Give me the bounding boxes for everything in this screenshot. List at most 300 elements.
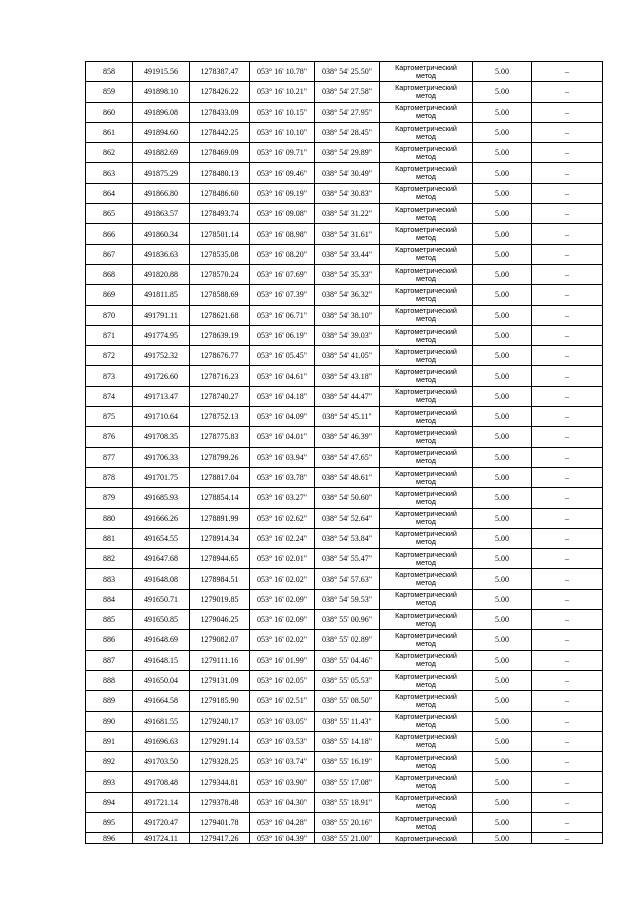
table-row: [86, 285, 603, 305]
method-line-1: Картометрический: [395, 103, 457, 113]
point-number-cell: 862: [86, 143, 133, 163]
note-cell: –: [532, 386, 603, 406]
accuracy-cell: 5.00: [473, 143, 532, 163]
point-number-cell: 888: [86, 670, 133, 690]
accuracy-cell: 5.00: [473, 467, 532, 487]
table-row: [86, 812, 603, 832]
accuracy-cell: 5.00: [473, 447, 532, 467]
y-coordinate-cell: 1279344.81: [190, 772, 250, 792]
method-line-1: Картометрический: [395, 367, 457, 377]
x-coordinate-cell: 491752.32: [133, 346, 190, 366]
method-cell: [380, 691, 473, 711]
method-line-2: метод: [416, 111, 436, 121]
method-line-2: метод: [416, 537, 436, 547]
method-line-2: метод: [416, 598, 436, 608]
method-line-2: метод: [416, 70, 436, 80]
longitude-cell: 038° 55' 14.18": [315, 731, 380, 751]
point-number-cell: 889: [86, 691, 133, 711]
method-line-1: Картометрический: [395, 164, 457, 174]
point-number-cell: 887: [86, 650, 133, 670]
latitude-cell: 053° 16' 01.99": [250, 650, 315, 670]
y-coordinate-cell: 1279328.25: [190, 752, 250, 772]
point-number-cell: 859: [86, 82, 133, 102]
note-cell: –: [532, 82, 603, 102]
note-cell: –: [532, 264, 603, 284]
note-cell: –: [532, 691, 603, 711]
longitude-cell: 038° 54' 28.45": [315, 122, 380, 142]
note-cell: –: [532, 488, 603, 508]
y-coordinate-cell: 1278984.51: [190, 569, 250, 589]
table-row: [86, 630, 603, 650]
method-line-2: метод: [416, 456, 436, 466]
longitude-cell: 038° 54' 55.47": [315, 549, 380, 569]
y-coordinate-cell: 1279111.16: [190, 650, 250, 670]
note-cell: –: [532, 731, 603, 751]
method-line-2: метод: [416, 720, 436, 730]
x-coordinate-cell: 491701.75: [133, 467, 190, 487]
method-cell: [380, 711, 473, 731]
method-line-2: метод: [416, 578, 436, 588]
method-cell: [380, 670, 473, 690]
table-row: [86, 224, 603, 244]
method-line-1: Картометрический: [395, 671, 457, 681]
point-number-cell: 874: [86, 386, 133, 406]
accuracy-cell: 5.00: [473, 691, 532, 711]
longitude-cell: 038° 55' 05.53": [315, 670, 380, 690]
method-cell: [380, 183, 473, 203]
method-line-1: Картометрический: [395, 630, 457, 640]
longitude-cell: 038° 54' 44.47": [315, 386, 380, 406]
point-number-cell: 870: [86, 305, 133, 325]
latitude-cell: 053° 16' 07.69": [250, 264, 315, 284]
method-cell: [380, 407, 473, 427]
method-line-2: метод: [416, 375, 436, 385]
note-cell: –: [532, 508, 603, 528]
longitude-cell: 038° 54' 48.61": [315, 467, 380, 487]
table-row: [86, 163, 603, 183]
table-row: [86, 792, 603, 812]
method-cell: [380, 650, 473, 670]
note-cell: –: [532, 752, 603, 772]
method-line-1: Картометрический: [395, 123, 457, 133]
method-line-1: Картометрический: [395, 813, 457, 823]
y-coordinate-cell: 1278480.13: [190, 163, 250, 183]
point-number-cell: 864: [86, 183, 133, 203]
latitude-cell: 053° 16' 03.05": [250, 711, 315, 731]
note-cell: –: [532, 102, 603, 122]
accuracy-cell: 5.00: [473, 569, 532, 589]
method-line-2: метод: [416, 233, 436, 243]
y-coordinate-cell: 1278854.14: [190, 488, 250, 508]
x-coordinate-cell: 491666.26: [133, 508, 190, 528]
method-cell: [380, 752, 473, 772]
note-cell: –: [532, 204, 603, 224]
method-cell: [380, 122, 473, 142]
point-number-cell: 866: [86, 224, 133, 244]
latitude-cell: 053° 16' 09.71": [250, 143, 315, 163]
latitude-cell: 053° 16' 03.53": [250, 731, 315, 751]
accuracy-cell: 5.00: [473, 549, 532, 569]
y-coordinate-cell: 1278639.19: [190, 325, 250, 345]
latitude-cell: 053° 16' 04.09": [250, 407, 315, 427]
x-coordinate-cell: 491811.85: [133, 285, 190, 305]
x-coordinate-cell: 491650.04: [133, 670, 190, 690]
latitude-cell: 053° 16' 03.27": [250, 488, 315, 508]
note-cell: –: [532, 244, 603, 264]
y-coordinate-cell: 1278469.09: [190, 143, 250, 163]
accuracy-cell: 5.00: [473, 366, 532, 386]
point-number-cell: 873: [86, 366, 133, 386]
method-cell: [380, 285, 473, 305]
longitude-cell: 038° 55' 17.08": [315, 772, 380, 792]
method-cell: [380, 508, 473, 528]
table-row: [86, 143, 603, 163]
y-coordinate-cell: 1278486.60: [190, 183, 250, 203]
table-row: [86, 244, 603, 264]
longitude-cell: 038° 54' 27.95": [315, 102, 380, 122]
accuracy-cell: 5.00: [473, 670, 532, 690]
x-coordinate-cell: 491648.15: [133, 650, 190, 670]
accuracy-cell: 5.00: [473, 82, 532, 102]
accuracy-cell: 5.00: [473, 285, 532, 305]
latitude-cell: 053° 16' 09.19": [250, 183, 315, 203]
point-number-cell: 858: [86, 62, 133, 82]
method-line-1: Картометрический: [395, 691, 457, 701]
note-cell: –: [532, 285, 603, 305]
method-line-1: Картометрический: [395, 387, 457, 397]
latitude-cell: 053° 16' 09.08": [250, 204, 315, 224]
y-coordinate-cell: 1278775.83: [190, 427, 250, 447]
table-row: [86, 833, 603, 844]
longitude-cell: 038° 55' 16.19": [315, 752, 380, 772]
note-cell: –: [532, 610, 603, 630]
longitude-cell: 038° 54' 31.22": [315, 204, 380, 224]
x-coordinate-cell: 491650.85: [133, 610, 190, 630]
table-row: [86, 691, 603, 711]
x-coordinate-cell: 491726.60: [133, 366, 190, 386]
note-cell: –: [532, 305, 603, 325]
longitude-cell: 038° 54' 41.05": [315, 346, 380, 366]
latitude-cell: 053° 16' 04.61": [250, 366, 315, 386]
longitude-cell: 038° 54' 30.83": [315, 183, 380, 203]
longitude-cell: 038° 54' 39.03": [315, 325, 380, 345]
point-number-cell: 860: [86, 102, 133, 122]
y-coordinate-cell: 1279185.90: [190, 691, 250, 711]
latitude-cell: 053° 16' 03.90": [250, 772, 315, 792]
note-cell: –: [532, 812, 603, 832]
coordinates-table: [85, 61, 603, 844]
table-row: [86, 772, 603, 792]
point-number-cell: 890: [86, 711, 133, 731]
x-coordinate-cell: 491866.80: [133, 183, 190, 203]
longitude-cell: 038° 54' 45.11": [315, 407, 380, 427]
accuracy-cell: 5.00: [473, 204, 532, 224]
table-row: [86, 264, 603, 284]
longitude-cell: 038° 54' 59.53": [315, 589, 380, 609]
method-line-1: Картометрический: [395, 143, 457, 153]
method-line-2: метод: [416, 496, 436, 506]
y-coordinate-cell: 1278914.34: [190, 528, 250, 548]
accuracy-cell: 5.00: [473, 711, 532, 731]
latitude-cell: 053° 16' 02.01": [250, 549, 315, 569]
method-line-1: Картометрический: [395, 793, 457, 803]
accuracy-cell: 5.00: [473, 752, 532, 772]
x-coordinate-cell: 491721.14: [133, 792, 190, 812]
accuracy-cell: 5.00: [473, 589, 532, 609]
method-cell: [380, 772, 473, 792]
method-line-1: Картометрический: [395, 529, 457, 539]
method-line-1: Картометрический: [395, 184, 457, 194]
note-cell: –: [532, 163, 603, 183]
method-cell: [380, 427, 473, 447]
method-cell: [380, 82, 473, 102]
y-coordinate-cell: 1278740.27: [190, 386, 250, 406]
latitude-cell: 053° 16' 03.94": [250, 447, 315, 467]
method-line-2: метод: [416, 354, 436, 364]
note-cell: –: [532, 589, 603, 609]
longitude-cell: 038° 54' 30.49": [315, 163, 380, 183]
latitude-cell: 053° 16' 10.15": [250, 102, 315, 122]
point-number-cell: 882: [86, 549, 133, 569]
point-number-cell: 871: [86, 325, 133, 345]
longitude-cell: 038° 54' 31.61": [315, 224, 380, 244]
accuracy-cell: 5.00: [473, 407, 532, 427]
x-coordinate-cell: 491706.33: [133, 447, 190, 467]
method-line-1: Картометрический: [395, 833, 457, 843]
method-cell: [380, 812, 473, 832]
table-row: [86, 569, 603, 589]
note-cell: –: [532, 528, 603, 548]
method-cell: [380, 346, 473, 366]
method-cell: [380, 62, 473, 82]
y-coordinate-cell: 1278676.77: [190, 346, 250, 366]
note-cell: –: [532, 467, 603, 487]
table-row: [86, 447, 603, 467]
note-cell: –: [532, 143, 603, 163]
table-row: [86, 122, 603, 142]
table-row: [86, 752, 603, 772]
note-cell: –: [532, 122, 603, 142]
x-coordinate-cell: 491710.64: [133, 407, 190, 427]
latitude-cell: 053° 16' 02.02": [250, 630, 315, 650]
table-row: [86, 670, 603, 690]
method-line-1: Картометрический: [395, 326, 457, 336]
method-line-2: метод: [416, 557, 436, 567]
x-coordinate-cell: 491708.48: [133, 772, 190, 792]
x-coordinate-cell: 491703.50: [133, 752, 190, 772]
accuracy-cell: 5.00: [473, 224, 532, 244]
accuracy-cell: 5.00: [473, 650, 532, 670]
longitude-cell: 038° 55' 04.46": [315, 650, 380, 670]
x-coordinate-cell: 491860.34: [133, 224, 190, 244]
method-cell: [380, 447, 473, 467]
table-row: [86, 549, 603, 569]
latitude-cell: 053° 16' 07.39": [250, 285, 315, 305]
method-line-1: Картометрический: [395, 82, 457, 92]
latitude-cell: 053° 16' 10.78": [250, 62, 315, 82]
note-cell: –: [532, 650, 603, 670]
accuracy-cell: 5.00: [473, 163, 532, 183]
note-cell: –: [532, 792, 603, 812]
note-cell: –: [532, 833, 603, 844]
longitude-cell: 038° 54' 25.50": [315, 62, 380, 82]
longitude-cell: 038° 54' 46.39": [315, 427, 380, 447]
latitude-cell: 053° 16' 06.19": [250, 325, 315, 345]
x-coordinate-cell: 491774.95: [133, 325, 190, 345]
table-row: [86, 589, 603, 609]
table-row: [86, 650, 603, 670]
accuracy-cell: 5.00: [473, 610, 532, 630]
method-cell: [380, 305, 473, 325]
method-cell: [380, 244, 473, 264]
y-coordinate-cell: 1279082.07: [190, 630, 250, 650]
method-cell: [380, 386, 473, 406]
y-coordinate-cell: 1278387.47: [190, 62, 250, 82]
table-row: [86, 82, 603, 102]
method-line-2: метод: [416, 638, 436, 648]
accuracy-cell: 5.00: [473, 305, 532, 325]
method-cell: [380, 204, 473, 224]
method-line-1: Картометрический: [395, 204, 457, 214]
method-line-2: метод: [416, 781, 436, 791]
table-row: [86, 386, 603, 406]
point-number-cell: 885: [86, 610, 133, 630]
y-coordinate-cell: 1278891.99: [190, 508, 250, 528]
method-line-1: Картометрический: [395, 549, 457, 559]
accuracy-cell: 5.00: [473, 244, 532, 264]
latitude-cell: 053° 16' 02.51": [250, 691, 315, 711]
latitude-cell: 053° 16' 02.24": [250, 528, 315, 548]
note-cell: –: [532, 630, 603, 650]
method-line-1: Картометрический: [395, 712, 457, 722]
method-line-2: метод: [416, 760, 436, 770]
longitude-cell: 038° 54' 43.18": [315, 366, 380, 386]
method-cell: [380, 224, 473, 244]
y-coordinate-cell: 1279019.85: [190, 589, 250, 609]
point-number-cell: 883: [86, 569, 133, 589]
longitude-cell: 038° 54' 33.44": [315, 244, 380, 264]
method-cell: [380, 630, 473, 650]
method-line-1: Картометрический: [395, 488, 457, 498]
accuracy-cell: 5.00: [473, 427, 532, 447]
table-row: [86, 305, 603, 325]
accuracy-cell: 5.00: [473, 772, 532, 792]
latitude-cell: 053° 16' 04.18": [250, 386, 315, 406]
y-coordinate-cell: 1279401.78: [190, 812, 250, 832]
method-cell: [380, 569, 473, 589]
table-row: [86, 731, 603, 751]
longitude-cell: 038° 54' 29.89": [315, 143, 380, 163]
y-coordinate-cell: 1279240.17: [190, 711, 250, 731]
method-line-1: Картометрический: [395, 407, 457, 417]
longitude-cell: 038° 54' 47.65": [315, 447, 380, 467]
accuracy-cell: 5.00: [473, 346, 532, 366]
table-row: [86, 528, 603, 548]
accuracy-cell: 5.00: [473, 812, 532, 832]
method-line-2: метод: [416, 334, 436, 344]
y-coordinate-cell: 1278621.68: [190, 305, 250, 325]
longitude-cell: 038° 55' 02.89": [315, 630, 380, 650]
longitude-cell: 038° 54' 36.32": [315, 285, 380, 305]
method-line-2: метод: [416, 801, 436, 811]
method-line-1: Картометрический: [395, 752, 457, 762]
y-coordinate-cell: 1278716.23: [190, 366, 250, 386]
latitude-cell: 053° 16' 05.45": [250, 346, 315, 366]
x-coordinate-cell: 491648.08: [133, 569, 190, 589]
method-line-1: Картометрический: [395, 285, 457, 295]
method-line-2: метод: [416, 273, 436, 283]
accuracy-cell: 5.00: [473, 488, 532, 508]
table-row: [86, 366, 603, 386]
point-number-cell: 891: [86, 731, 133, 751]
latitude-cell: 053° 16' 04.30": [250, 792, 315, 812]
point-number-cell: 884: [86, 589, 133, 609]
accuracy-cell: 5.00: [473, 792, 532, 812]
table-row: [86, 325, 603, 345]
method-line-2: метод: [416, 212, 436, 222]
x-coordinate-cell: 491863.57: [133, 204, 190, 224]
method-line-1: Картометрический: [395, 610, 457, 620]
method-line-1: Картометрический: [395, 509, 457, 519]
y-coordinate-cell: 1278752.13: [190, 407, 250, 427]
table-row: [86, 508, 603, 528]
table-row: [86, 346, 603, 366]
x-coordinate-cell: 491836.63: [133, 244, 190, 264]
longitude-cell: 038° 55' 00.96": [315, 610, 380, 630]
latitude-cell: 053° 16' 09.46": [250, 163, 315, 183]
method-line-1: Картометрический: [395, 732, 457, 742]
method-line-2: метод: [416, 740, 436, 750]
y-coordinate-cell: 1278535.08: [190, 244, 250, 264]
point-number-cell: 879: [86, 488, 133, 508]
method-line-2: метод: [416, 435, 436, 445]
accuracy-cell: 5.00: [473, 325, 532, 345]
accuracy-cell: 5.00: [473, 731, 532, 751]
x-coordinate-cell: 491894.60: [133, 122, 190, 142]
latitude-cell: 053° 16' 04.01": [250, 427, 315, 447]
method-cell: [380, 731, 473, 751]
y-coordinate-cell: 1279378.48: [190, 792, 250, 812]
y-coordinate-cell: 1279417.26: [190, 833, 250, 844]
x-coordinate-cell: 491696.63: [133, 731, 190, 751]
x-coordinate-cell: 491648.69: [133, 630, 190, 650]
method-line-1: Картометрический: [395, 265, 457, 275]
y-coordinate-cell: 1278817.04: [190, 467, 250, 487]
longitude-cell: 038° 54' 50.60": [315, 488, 380, 508]
point-number-cell: 867: [86, 244, 133, 264]
method-line-2: метод: [416, 395, 436, 405]
method-line-2: метод: [416, 192, 436, 202]
latitude-cell: 053° 16' 02.02": [250, 569, 315, 589]
latitude-cell: 053° 16' 06.71": [250, 305, 315, 325]
note-cell: –: [532, 366, 603, 386]
method-cell: [380, 102, 473, 122]
point-number-cell: 896: [86, 833, 133, 844]
x-coordinate-cell: 491720.47: [133, 812, 190, 832]
latitude-cell: 053° 16' 08.20": [250, 244, 315, 264]
longitude-cell: 038° 54' 53.84": [315, 528, 380, 548]
note-cell: –: [532, 224, 603, 244]
method-line-1: Картометрический: [395, 570, 457, 580]
table-body: [86, 62, 603, 844]
accuracy-cell: 5.00: [473, 102, 532, 122]
x-coordinate-cell: 491708.35: [133, 427, 190, 447]
method-line-2: метод: [416, 618, 436, 628]
point-number-cell: 895: [86, 812, 133, 832]
x-coordinate-cell: 491681.55: [133, 711, 190, 731]
method-line-2: метод: [416, 172, 436, 182]
accuracy-cell: 5.00: [473, 630, 532, 650]
